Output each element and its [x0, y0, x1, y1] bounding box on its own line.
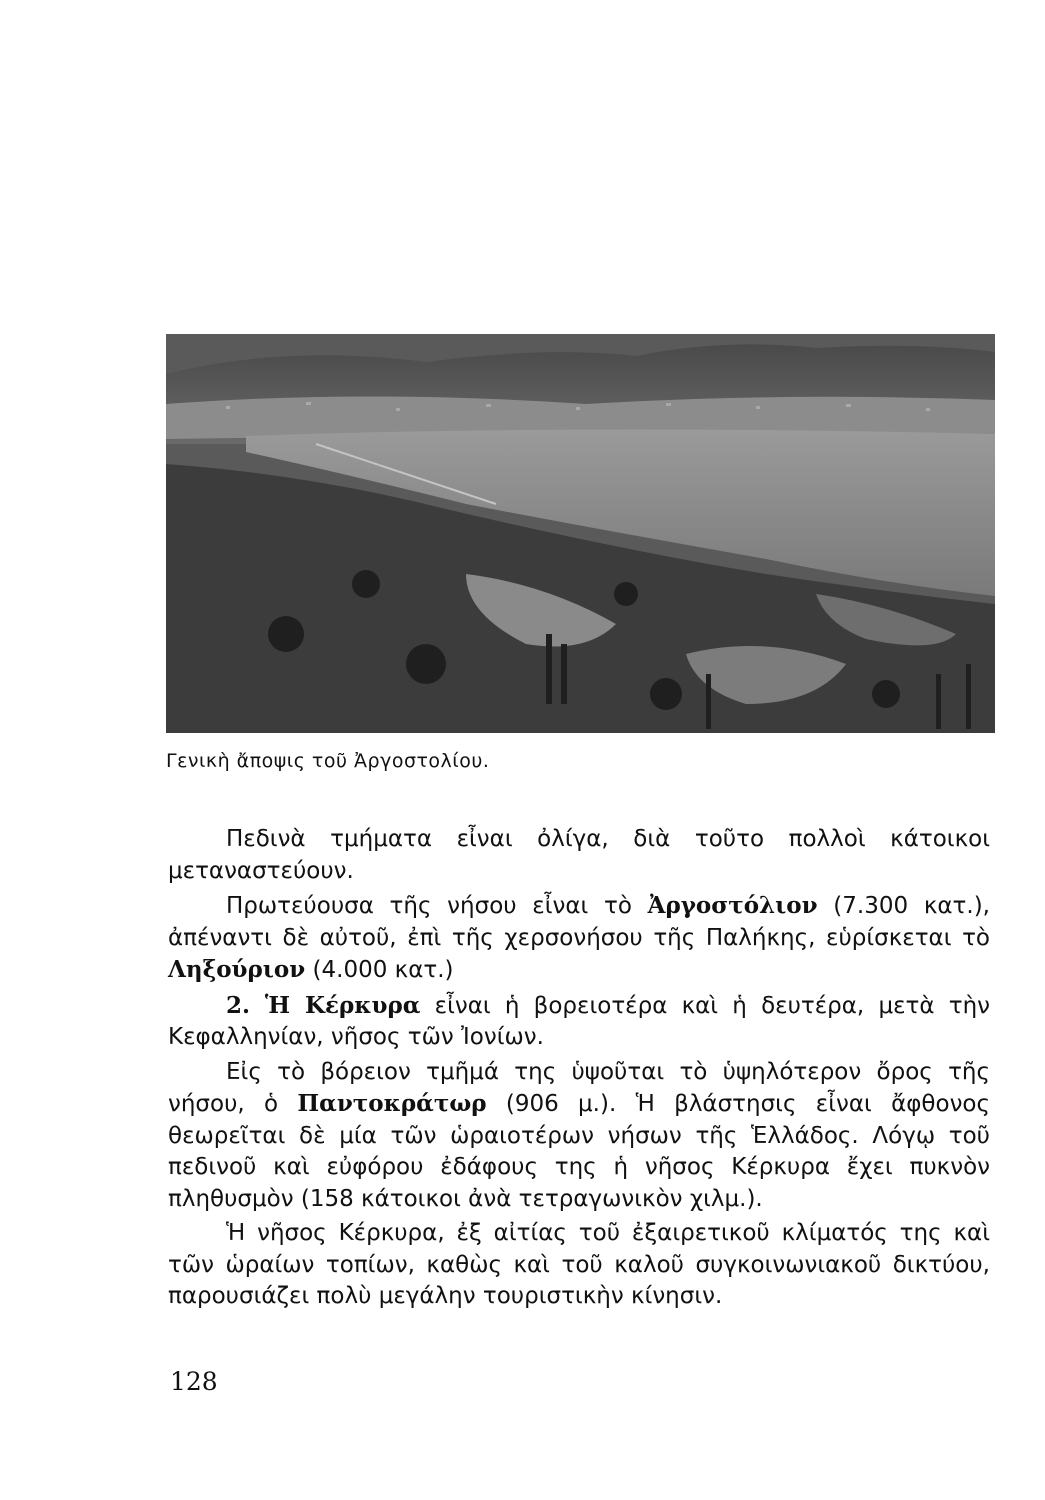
text-run: (7.300 κατ.), ἀπέναντι δὲ αὐτοῦ, ἐπὶ τῆς χερσονήσου τῆς Παλήκης, εὑρίσκεται τὸ: [168, 893, 990, 951]
text-run: Εἰς τὸ βόρειον τμῆμά της ὑψοῦται τὸ ὑψηλότερον ὄρος τῆς νήσου, ὁ: [168, 1058, 990, 1117]
paragraph: [168, 824, 990, 887]
text-run: (4.000 κατ.): [305, 957, 454, 983]
paragraph: [168, 1218, 990, 1313]
text-run: εἶναι ἡ βορειοτέρα καὶ ἡ δευτέρα, μετὰ τὴν Κεφαλληνίαν, νῆσος τῶν Ἰονίων.: [168, 992, 991, 1050]
paragraph: [168, 1057, 990, 1216]
bold-term: Ληξούριον: [168, 956, 306, 983]
text-run: Ἡ νῆσος Κέρκυρα, ἐξ αἰτίας τοῦ ἐξαιρετικοῦ κλίματός της καὶ τῶν ὡραίων τοπίων, καθὼς καὶ τοῦ καλοῦ συγκοινωνιακοῦ δικτύου, παρουσιάζει πολὺ μεγάλην τουριστικὴν κίνησιν.: [168, 1220, 990, 1309]
photo-landscape: [166, 334, 995, 733]
body-text: [168, 824, 990, 1313]
text-run: Πρωτεύουσα τῆς νήσου εἶναι τὸ: [226, 893, 648, 919]
text-run: (906 μ.). Ἡ βλάστησις εἶναι ἄφθονος θεωρεῖται δὲ μία τῶν ὡραιοτέρων νήσων τῆς Ἑλλάδος. Λόγῳ τοῦ πεδινοῦ καὶ εὐφόρου ἐδάφους της ἡ νῆσος Κέρκυρα ἔχει πυκνὸν πληθυσμὸν (158 κάτοικοι ἀνὰ τετραγωνικὸν χιλμ.).: [168, 1091, 990, 1212]
text-run: Πεδινὰ τμήματα εἶναι ὀλίγα, διὰ τοῦτο πολλοὶ κάτοικοι μεταναστεύουν.: [168, 826, 990, 884]
paragraph: [168, 890, 990, 987]
bold-term: Παντοκράτωρ: [297, 1090, 487, 1117]
paragraph: [168, 990, 990, 1054]
figure-caption: Γενικὴ ἄποψις τοῦ Ἀργοστολίου.: [166, 750, 490, 772]
page-number: 128: [170, 1367, 218, 1396]
bold-term: 2. Ἡ Κέρκυρα: [226, 991, 421, 1019]
photo-argostoli: [166, 334, 995, 733]
bold-term: Ἀργοστόλιον: [647, 892, 818, 919]
